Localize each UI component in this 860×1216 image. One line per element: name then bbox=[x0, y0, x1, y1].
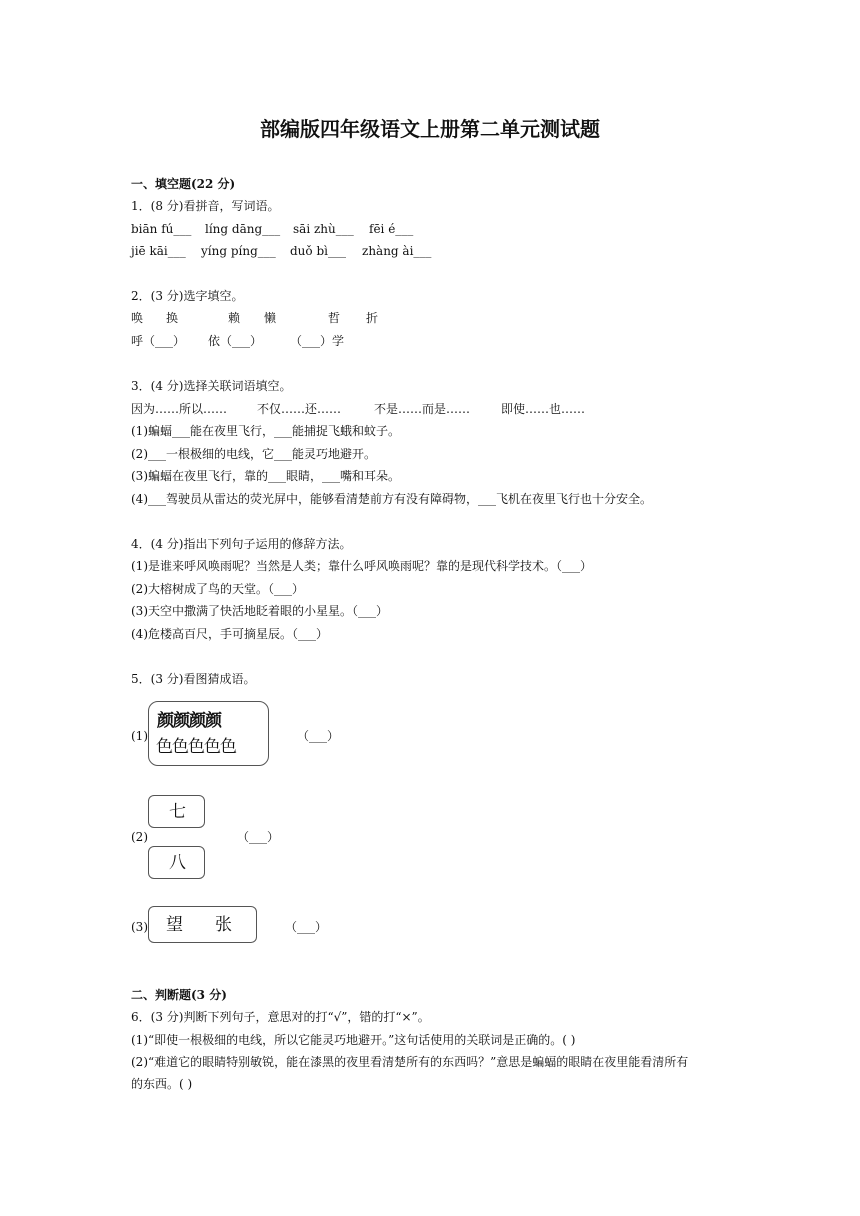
answer-blank: （___） bbox=[237, 830, 280, 844]
question-line: (2)大榕树成了鸟的天堂。（___） bbox=[131, 582, 304, 596]
pinyin-item: zhàng ài___ bbox=[362, 244, 432, 258]
conjunction-option: 因为……所以…… bbox=[131, 402, 228, 416]
question-line: (4)危楼高百尺，手可摘星辰。（___） bbox=[131, 627, 328, 641]
idiom-picture-text: 望 bbox=[166, 915, 183, 935]
question-line: (1)是谁来呼风唤雨呢？当然是人类；靠什么呼风唤雨呢？靠的是现代科学技术。（___） bbox=[131, 559, 593, 573]
conjunction-option: 不是……而是…… bbox=[374, 402, 471, 416]
idiom-picture-text: 张 bbox=[215, 915, 232, 935]
conjunction-option: 不仅……还…… bbox=[257, 402, 342, 416]
question-line: (2)___一根极细的电线，它___能灵巧地避开。 bbox=[131, 447, 376, 461]
idiom-picture-box bbox=[148, 701, 269, 766]
question-4-stem: 4．(4 分)指出下列句子运用的修辞方法。 bbox=[131, 537, 352, 551]
fill-blank: （___）学 bbox=[290, 334, 345, 348]
question-line: (4)___驾驶员从雷达的荧光屏中，能够看清楚前方有没有障碍物，___飞机在夜里飞行也十分安全。 bbox=[131, 492, 653, 506]
choice-char: 换 bbox=[166, 311, 179, 325]
pinyin-item: líng dāng___ bbox=[205, 222, 281, 236]
pinyin-item: biān fú___ bbox=[131, 222, 192, 236]
choice-char: 懒 bbox=[264, 311, 277, 325]
question-1-stem: 1．(8 分)看拼音，写词语。 bbox=[131, 199, 280, 213]
idiom-picture-box bbox=[148, 795, 205, 828]
question-line: 的东西。( ) bbox=[131, 1077, 193, 1091]
picture-item-number: (3) bbox=[131, 920, 148, 934]
section-heading-true-false: 二、判断题(3 分) bbox=[131, 988, 227, 1002]
question-5-stem: 5．(3 分)看图猜成语。 bbox=[131, 672, 256, 686]
choice-char: 哲 bbox=[328, 311, 341, 325]
picture-item-number: (2) bbox=[131, 830, 148, 844]
conjunction-option: 即使……也…… bbox=[501, 402, 586, 416]
page-title: 部编版四年级语文上册第二单元测试题 bbox=[260, 117, 600, 141]
idiom-picture-box bbox=[148, 846, 205, 879]
pinyin-item: duǒ bì___ bbox=[290, 244, 346, 258]
question-2-stem: 2．(3 分)选字填空。 bbox=[131, 289, 244, 303]
answer-blank: （___） bbox=[285, 920, 328, 934]
pinyin-item: yíng píng___ bbox=[201, 244, 276, 258]
choice-char: 折 bbox=[366, 311, 379, 325]
fill-blank: 依（___） bbox=[208, 334, 263, 348]
question-6-stem: 6．(3 分)判断下列句子，意思对的打“√”，错的打“×”。 bbox=[131, 1010, 430, 1024]
question-line: (1)“即使一根极细的电线，所以它能灵巧地避开。”这句话使用的关联词是正确的。( ) bbox=[131, 1033, 576, 1047]
fill-blank: 呼（___） bbox=[131, 334, 186, 348]
pinyin-item: sāi zhù___ bbox=[293, 222, 354, 236]
section-heading-fill-blank: 一、填空题(22 分) bbox=[131, 177, 236, 191]
choice-char: 唤 bbox=[131, 311, 144, 325]
idiom-picture-text: 色色色色色 bbox=[156, 737, 236, 757]
question-line: (3)蝙蝠在夜里飞行，靠的___眼睛，___嘴和耳朵。 bbox=[131, 469, 400, 483]
question-line: (1)蝙蝠___能在夜里飞行，___能捕捉飞蛾和蚊子。 bbox=[131, 424, 400, 438]
question-line: (3)天空中撒满了快活地眨着眼的小星星。（___） bbox=[131, 604, 388, 618]
pinyin-item: fēi é___ bbox=[369, 222, 414, 236]
choice-char: 赖 bbox=[228, 311, 241, 325]
idiom-picture-text: 七 bbox=[169, 802, 186, 822]
answer-blank: （___） bbox=[297, 729, 340, 743]
pinyin-item: jiē kāi___ bbox=[131, 244, 186, 258]
question-line: (2)“难道它的眼睛特别敏锐，能在漆黑的夜里看清楚所有的东西吗？”意思是蝙蝠的眼睛在夜里能看清所有 bbox=[131, 1055, 689, 1069]
idiom-picture-text: 八 bbox=[169, 853, 186, 873]
idiom-picture-text: 颜颜颜颜 bbox=[157, 711, 221, 731]
idiom-picture-box bbox=[148, 906, 257, 943]
picture-item-number: (1) bbox=[131, 729, 148, 743]
question-3-stem: 3．(4 分)选择关联词语填空。 bbox=[131, 379, 292, 393]
